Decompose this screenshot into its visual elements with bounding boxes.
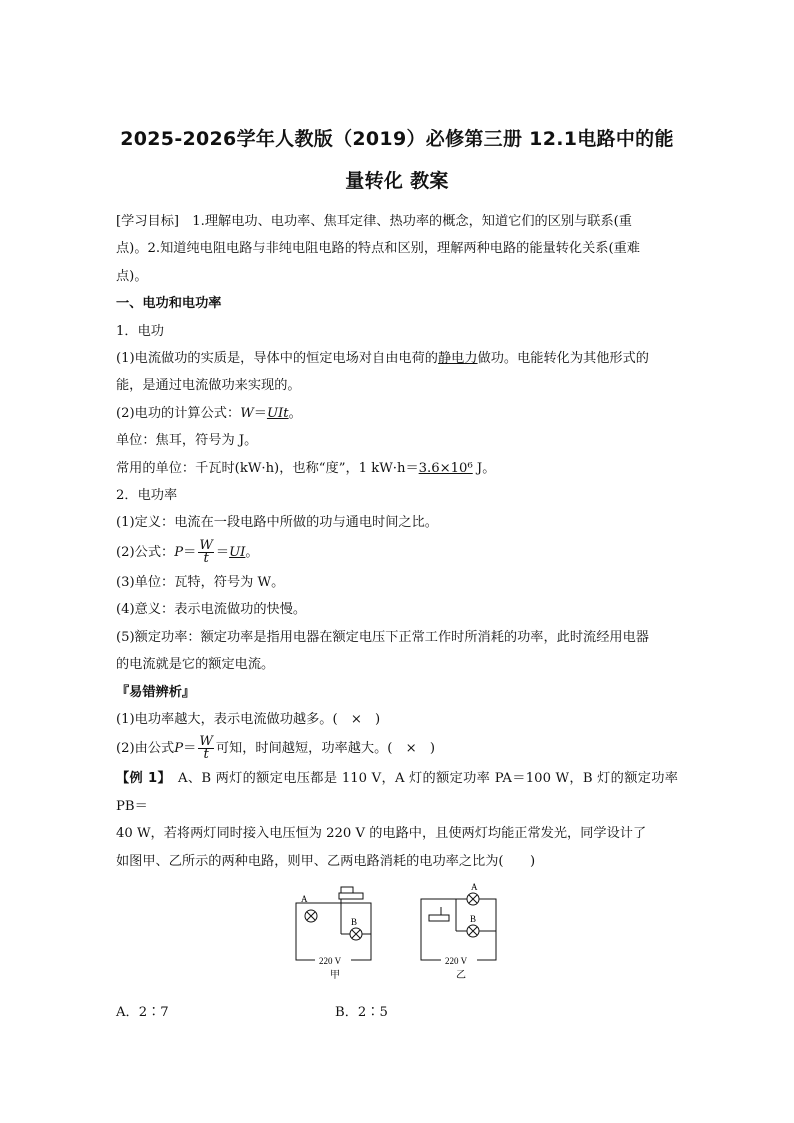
power-formula-eq2: ＝ — [215, 544, 230, 560]
title-line-1: 2025-2026学年人教版（2019）必修第三册 12.1电路中的能 — [120, 128, 674, 150]
power-formula — [116, 537, 678, 569]
work-essence-text-b: 做功。电能转化为其他形式的 — [477, 351, 649, 367]
yi-label-a: A — [471, 881, 478, 892]
goals-text-1: 1.理解电功、电功率、焦耳定律、热功率的概念，知道它们的区别与联系(重 — [179, 214, 632, 229]
learning-goals — [116, 208, 678, 290]
goals-label: [学习目标] — [116, 214, 180, 229]
errors-heading: 『易错辨析』 — [116, 684, 196, 700]
subheading-electric-work: 1．电功 — [116, 323, 164, 339]
work-formula-w: W — [240, 405, 254, 421]
example-label: 【例 1】 — [116, 771, 165, 787]
rated-power-paragraph — [116, 624, 678, 679]
fraction-numerator: W — [199, 537, 213, 553]
work-formula-uit: UIt — [266, 405, 289, 421]
option-b[interactable]: B．2∶5 — [335, 1004, 388, 1020]
power-formula-fraction — [198, 537, 214, 566]
work-formula-eq: ＝ — [253, 405, 267, 421]
error-2-numerator: W — [199, 734, 213, 750]
work-essence-text-c: 能，是通过电流做功来实现的。 — [116, 378, 301, 394]
title-line-2: 量转化 教案 — [345, 170, 449, 192]
work-unit: 单位：焦耳，符号为 J。 — [116, 433, 258, 449]
section-heading-1: 一、电功和电功率 — [116, 296, 222, 312]
power-formula-ui: UI — [229, 544, 246, 560]
rated-power-line-1: (5)额定功率：额定功率是指用电器在额定电压下正常工作时所消耗的功率，此时流经用电器 — [116, 629, 649, 645]
yi-voltage: 220 V — [445, 955, 468, 966]
error-2-denominator: t — [203, 747, 209, 763]
common-unit-text-b: J。 — [472, 460, 496, 476]
fraction-denominator: t — [203, 550, 209, 566]
error-2-p: P — [174, 741, 184, 757]
example-1 — [116, 765, 678, 875]
jia-rheostat — [339, 893, 363, 899]
error-item-1: (1)电功率越大，表示电流做功越多。( × ) — [116, 711, 381, 727]
error-item-2 — [116, 733, 678, 765]
document-page — [116, 118, 678, 1029]
circuit-yi — [421, 893, 496, 960]
rated-power-line-2: 的电流就是它的额定电流。 — [116, 657, 275, 673]
work-formula-label: (2)电功的计算公式： — [116, 405, 241, 421]
jia-caption: 甲 — [330, 969, 340, 981]
jia-label-b: B — [351, 916, 358, 927]
work-essence-underlined: 静电力 — [438, 351, 478, 367]
example-line-1: A、B 两灯的额定电压都是 110 V，A 灯的额定功率 PA＝100 W，B 灯的额定功率 PB＝ — [116, 771, 678, 814]
power-formula-label: (2)公式： — [116, 544, 175, 560]
circuit-figure — [291, 879, 511, 984]
jia-label-a: A — [301, 893, 308, 904]
goals-text-3: 点)。 — [116, 268, 148, 284]
error-2-fraction — [198, 736, 214, 761]
yi-label-b: B — [470, 913, 477, 924]
power-unit: (3)单位：瓦特，符号为 W。 — [116, 574, 285, 590]
work-formula-end: 。 — [288, 405, 302, 421]
work-common-unit — [116, 455, 678, 482]
work-essence-text-a: (1)电流做功的实质是，导体中的恒定电场对自由电荷的 — [116, 351, 438, 367]
power-formula-eq1: ＝ — [183, 544, 197, 560]
power-definition: (1)定义：电流在一段电路中所做的功与通电时间之比。 — [116, 515, 438, 531]
circuit-diagrams — [116, 879, 678, 999]
jia-voltage: 220 V — [319, 955, 342, 966]
answer-options — [116, 999, 678, 1029]
work-formula — [116, 400, 678, 427]
example-line-3: 如图甲、乙所示的两种电路，则甲、乙两电路消耗的电功率之比为( ) — [116, 853, 536, 869]
power-formula-end: 。 — [245, 544, 259, 560]
power-meaning: (4)意义：表示电流做功的快慢。 — [116, 602, 307, 618]
option-a[interactable]: A．2∶7 — [116, 1004, 169, 1020]
example-line-2: 40 W，若将两灯同时接入电压恒为 220 V 的电路中，且使两灯均能正常发光，同学设计了 — [116, 826, 647, 842]
yi-rheostat — [429, 915, 449, 921]
power-formula-p: P — [174, 544, 184, 560]
yi-caption: 乙 — [456, 969, 466, 981]
goals-text-2: 点)。2.知道纯电阻电路与非纯电阻电路的特点和区别，理解两种电路的能量转化关系(重难 — [116, 241, 640, 257]
work-essence-paragraph — [116, 345, 678, 400]
error-2-text-a: (2)由公式 — [116, 741, 175, 757]
common-unit-value: 3.6×10⁶ — [418, 460, 473, 476]
yi-outer-loop — [421, 899, 496, 960]
error-2-eq: ＝ — [183, 741, 197, 757]
subheading-electric-power: 2．电功率 — [116, 488, 178, 504]
error-2-text-b: 可知，时间越短，功率越大。( × ) — [215, 741, 436, 757]
common-unit-text-a: 常用的单位：千瓦时(kW·h)，也称“度”，1 kW·h＝ — [116, 460, 419, 476]
